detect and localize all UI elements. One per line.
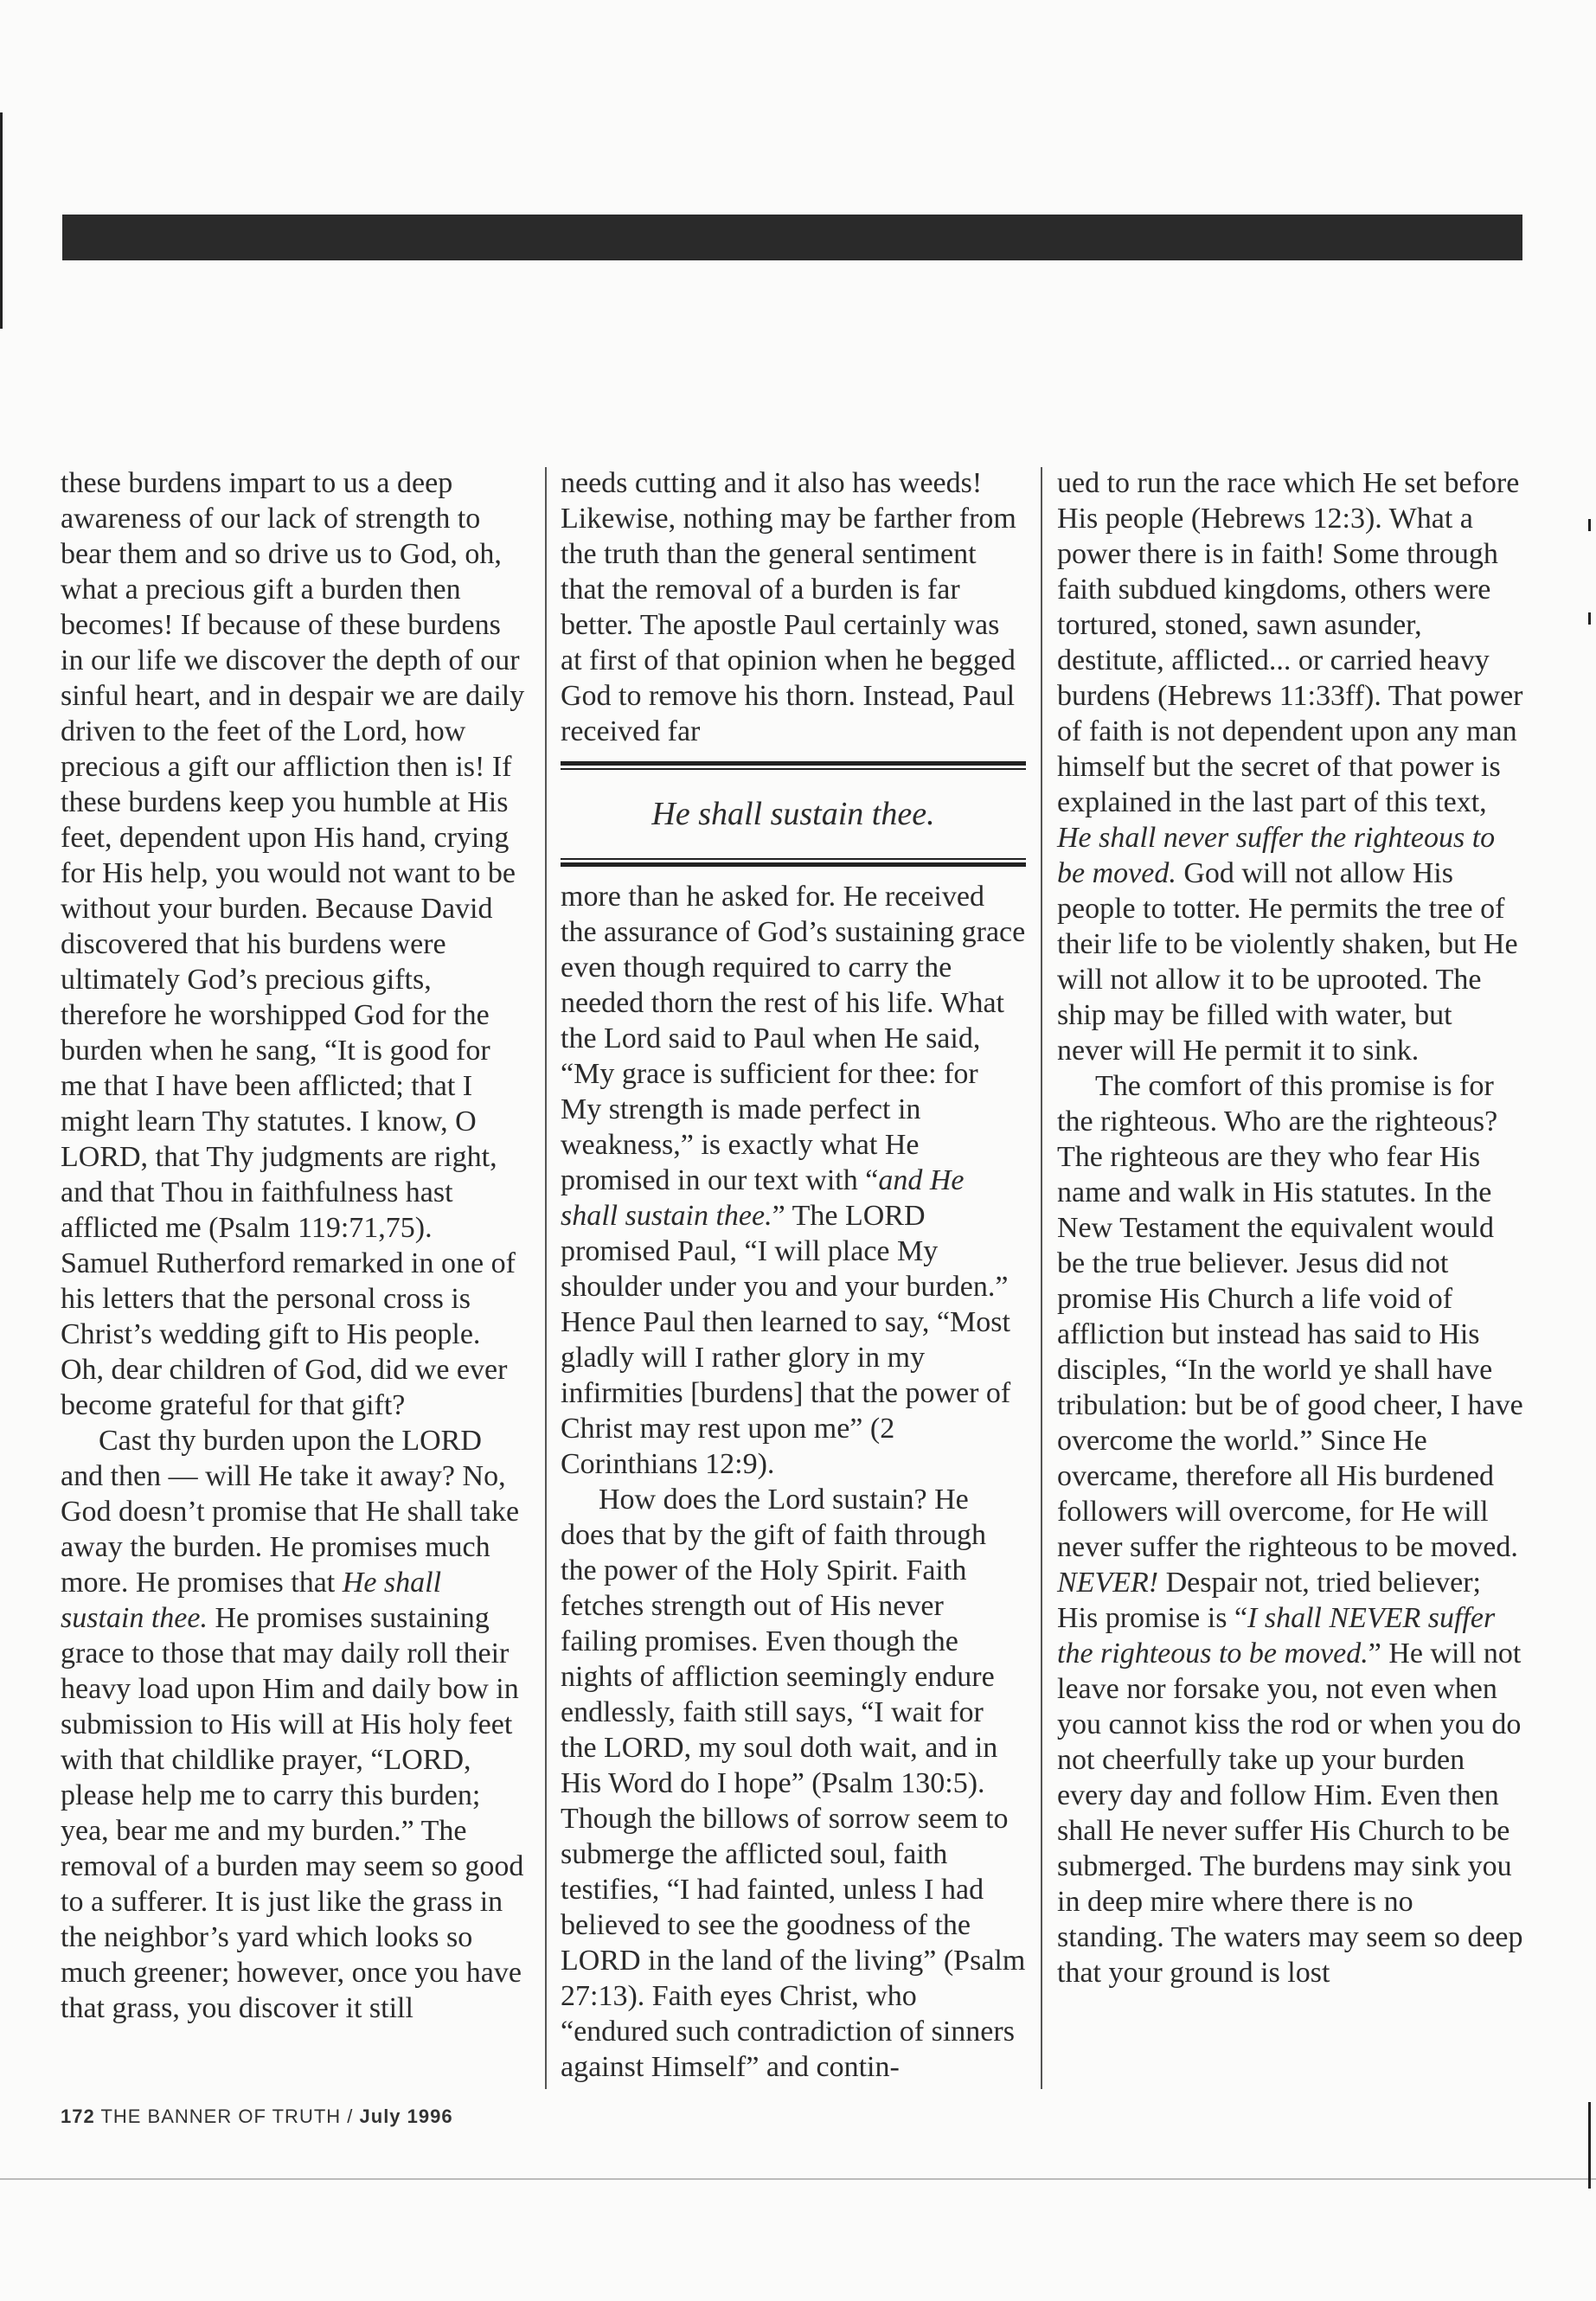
col2-paragraph-2 xyxy=(561,879,1026,1482)
edge-mark xyxy=(1588,2102,1591,2189)
bottom-page-rule xyxy=(0,2178,1596,2180)
col2-p2-text-c: ” The LORD promised Paul, “I will place My shoulder under you and your burden.” Hence Paul then learned to say, “Most gladly will I rather glory in my infirmities [burdens] that the power of Christ may rest upon me” (2 Corinthians 12:9). xyxy=(561,1200,1011,1480)
col2-p2-text-a: more than he asked for. He received the assurance of God’s sustaining grace even though required to carry the needed thorn the rest of his life. What the Lord said to Paul when He said, “My grace is sufficient for thee: for My strength is made perfect in weakness,” is exactly what He promised in our text with “ xyxy=(561,881,1026,1196)
edge-mark xyxy=(1588,612,1591,625)
column-2 xyxy=(561,465,1026,2092)
publication-name: THE BANNER OF TRUTH / xyxy=(100,2106,354,2127)
col1-paragraph-1: these burdens impart to us a deep awareness of our lack of strength to bear them and so drive us to God, oh, what a precious gift a burden then becomes! If because of these burdens in our life we discover the depth of our sinful heart, and in despair we are daily driven to the feet of the Lord, how precious a gift our affliction then is! If these burdens keep you humble at His feet, dependent upon His hand, crying for His help, you would not want to be without your burden. Because David discovered that his burdens were ultimately God’s precious gifts, therefore he worshipped God for the burden when he sang, “It is good for me that I have been afflicted; that I might learn Thy statutes. I know, O LORD, that Thy judgments are right, and that Thou in faithfulness hast afflicted me (Psalm 119:71,75). Samuel Rutherford remarked in one of his letters that the personal cross is Christ’s wedding gift to His people. Oh, dear children of God, did we ever become grateful for that gift? xyxy=(61,467,525,1421)
column-1 xyxy=(61,465,528,2092)
col3-p2-italic-promise: I shall NEVER suffer the righteous to be moved. xyxy=(1057,1602,1496,1670)
edge-mark xyxy=(1588,519,1591,531)
col1-p2-italic: He shall sustain thee. xyxy=(61,1567,442,1634)
page-footer xyxy=(61,2106,453,2128)
left-margin-rule xyxy=(0,112,3,329)
col3-p2-text-a: The comfort of this promise is for the righteous. Who are the righteous? The righteous are they who fear His name and walk in His statutes. In the New Testament the equivalent would be the true believer. Jesus did not promise His Church a life void of affliction but instead has said to His disciples, “In the world ye shall have tribulation: but be of good cheer, I have overcome the world.” Since He overcame, therefore all His burdened followers will overcome, for He will never suffer the righteous to be moved. xyxy=(1057,1070,1523,1563)
col3-p2-italic-never: NEVER! xyxy=(1057,1567,1159,1599)
pull-quote xyxy=(561,761,1026,867)
col3-p2-text-e: ” He will not leave nor forsake you, not even when you cannot kiss the rod or when you do not cheerfully take up your burden every day and follow Him. Even then shall He never suffer His Church to be submerged. The burdens may sink you in deep mire where there is no standing. The waters may seem so deep that your ground is lost xyxy=(1057,1638,1523,1989)
issue-date: July 1996 xyxy=(359,2106,453,2127)
page-number: 172 xyxy=(61,2106,95,2127)
col2-paragraph-1: needs cutting and it also has weeds! Likewise, nothing may be farther from the truth than the general sentiment that the removal of a burden is far better. The apostle Paul certainly was at first of that opinion when he begged God to remove his thorn. Instead, Paul received far xyxy=(561,467,1016,747)
col3-p1-text-a: ued to run the race which He set before His people (Hebrews 12:3). What a power there is in faith! Some through faith subdued kingdoms, others were tortured, stoned, sawn asunder, destitute, afflicted... or carried heavy burdens (Hebrews 11:33ff). That power of faith is not dependent upon any man himself but the secret of that power is explained in the last part of this text, xyxy=(1057,467,1523,818)
pull-quote-text: He shall sustain thee. xyxy=(651,796,935,832)
column-divider-1 xyxy=(545,467,547,2089)
header-bar xyxy=(62,215,1522,260)
col3-paragraph-1 xyxy=(1057,465,1524,1068)
col1-p2-text-a: Cast thy burden upon the LORD and then — will He take it away? No, God doesn’t promise that He shall take away the burden. He promises much more. He promises that xyxy=(61,1425,520,1599)
col1-p2-text-c: He promises sustaining grace to those that may daily roll their heavy load upon Him and daily bow in submission to His will at His holy feet with that childlike prayer, “LORD, please help me to carry this burden; yea, bear me and my burden.” The removal of a burden may seem so good to a sufferer. It is just like the grass in the neighbor’s yard which looks so much greener; however, once you have that grass, you discover it still xyxy=(61,1602,524,2024)
col3-p2-text-c: Despair not, tried believer; His promise is “ xyxy=(1057,1567,1481,1634)
col3-p1-text-c: God will not allow His people to totter. He permits the tree of their life to be violently shaken, but He will not allow it to be uprooted. The ship may be filled with water, but never will He permit it to sink. xyxy=(1057,857,1518,1067)
pull-quote-bottom-rule xyxy=(561,858,1026,867)
col2-p2-italic: and He shall sustain thee. xyxy=(561,1164,965,1232)
column-divider-2 xyxy=(1041,467,1042,2089)
col3-p1-italic: He shall never suffer the righteous to be moved. xyxy=(1057,822,1496,889)
col3-paragraph-2 xyxy=(1057,1068,1524,1990)
col2-paragraph-3: How does the Lord sustain? He does that by the gift of faith through the power of the Holy Spirit. Faith fetches strength out of His never failing promises. Even though the nights of affliction seemingly endure endlessly, faith still says, “I wait for the LORD, my soul doth wait, and in His Word do I hope” (Psalm 130:5). Though the billows of sorrow seem to submerge the afflicted soul, faith testifies, “I had fainted, unless I had believed to see the goodness of the LORD in the land of the living” (Psalm 27:13). Faith eyes Christ, who “endured such contradiction of sinners against Himself” and contin- xyxy=(561,1484,1026,2083)
column-3 xyxy=(1057,465,1524,2092)
pull-quote-top-rule xyxy=(561,761,1026,770)
col1-paragraph-2 xyxy=(61,1423,528,2026)
